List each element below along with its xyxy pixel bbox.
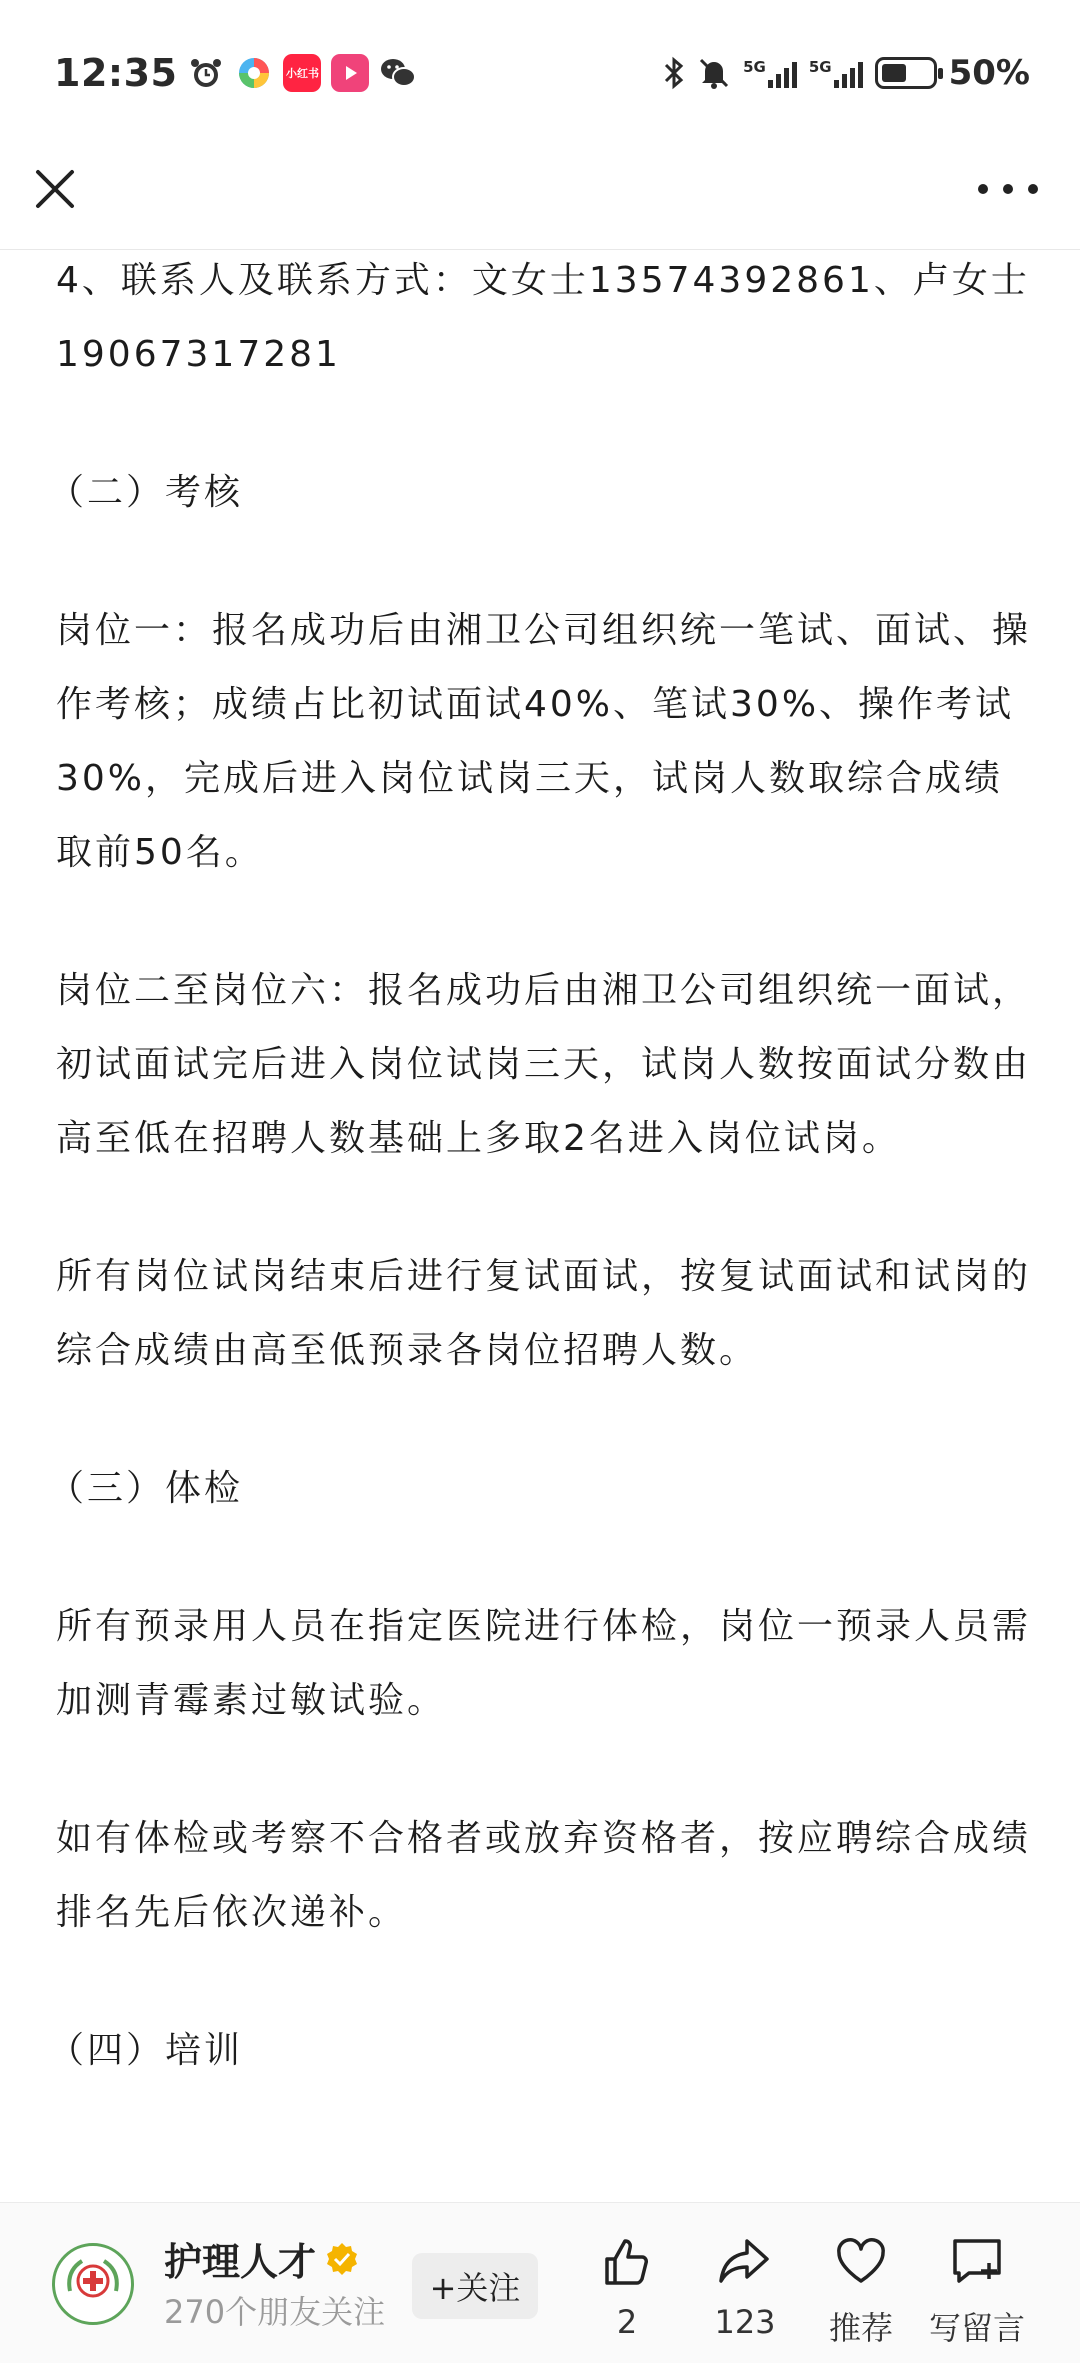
recommend-label: 推荐 xyxy=(828,2309,893,2347)
share-count: 123 xyxy=(714,2303,776,2341)
bluetooth-icon xyxy=(663,56,685,90)
mute-icon xyxy=(697,56,731,90)
account-logo[interactable] xyxy=(52,2243,134,2325)
like-button[interactable] xyxy=(572,2233,682,2341)
follower-count: 270个朋友关注 xyxy=(164,2293,386,2331)
follow-button[interactable]: +关注 xyxy=(412,2253,538,2319)
paragraph-post-two-six: 岗位二至岗位六：报名成功后由湘卫公司组织统一面试，初试面试完后进入岗位试岗三天，试岗人数按面试分数由高至低在招聘人数基础上多取2名进入岗位试岗。 xyxy=(56,970,1032,1159)
share-button[interactable] xyxy=(690,2233,800,2341)
battery-icon xyxy=(875,57,937,89)
signal-2-icon xyxy=(809,58,863,88)
account-name-row[interactable] xyxy=(164,2231,360,2286)
like-count: 2 xyxy=(616,2303,638,2341)
paragraph-all-posts: 所有岗位试岗结束后进行复试面试，按复试面试和试岗的综合成绩由高至低预录各岗位招聘人数。 xyxy=(56,1256,1032,1371)
network-label-2: 5G xyxy=(808,58,832,76)
bottom-bar xyxy=(0,2202,1080,2363)
article-header xyxy=(0,146,1080,250)
heart-icon xyxy=(833,2233,889,2289)
video-app-icon xyxy=(331,54,369,92)
xiaohongshu-icon: 小红书 xyxy=(283,54,321,92)
status-time: 12:35 xyxy=(54,51,178,95)
paragraph-medical: 所有预录用人员在指定医院进行体检，岗位一预录人员需加测青霉素过敏试验。 xyxy=(56,1606,1032,1721)
thumbs-up-icon xyxy=(599,2233,655,2289)
network-label-1: 5G xyxy=(743,58,766,76)
status-left xyxy=(54,51,417,95)
signal-1-icon xyxy=(743,58,797,88)
section-heading-medical: （三）体检 xyxy=(48,1468,244,1509)
comment-plus-icon xyxy=(949,2233,1005,2289)
paragraph-replacement: 如有体检或考察不合格者或放弃资格者，按应聘综合成绩排名先后依次递补。 xyxy=(56,1818,1032,1933)
status-bar xyxy=(0,0,1080,146)
wechat-icon xyxy=(379,54,417,92)
verified-badge-icon xyxy=(324,2241,360,2277)
paragraph-post-one: 岗位一：报名成功后由湘卫公司组织统一笔试、面试、操作考核；成绩占比初试面试40%、笔试30%、操作考试30%，完成后进入岗位试岗三天，试岗人数取综合成绩取前50名。 xyxy=(56,610,1032,873)
paragraph-contact: 4、联系人及联系方式：文女士13574392861、卢女士19067317281 xyxy=(56,260,1030,375)
account-name[interactable]: 护理人才 xyxy=(164,2240,317,2284)
section-heading-assessment: （二）考核 xyxy=(48,472,244,513)
section-heading-training: （四）培训 xyxy=(48,2030,244,2071)
share-icon xyxy=(717,2233,773,2289)
status-right xyxy=(663,53,1030,93)
recommend-button[interactable] xyxy=(806,2233,916,2349)
comment-label: 写留言 xyxy=(928,2309,1025,2347)
alarm-icon xyxy=(187,54,225,92)
close-icon[interactable] xyxy=(32,166,78,212)
article-body xyxy=(48,250,1036,2088)
battery-percent: 50% xyxy=(948,53,1030,93)
comment-button[interactable] xyxy=(922,2233,1032,2349)
colorful-app-icon xyxy=(235,54,273,92)
more-options-icon[interactable] xyxy=(978,174,1038,204)
